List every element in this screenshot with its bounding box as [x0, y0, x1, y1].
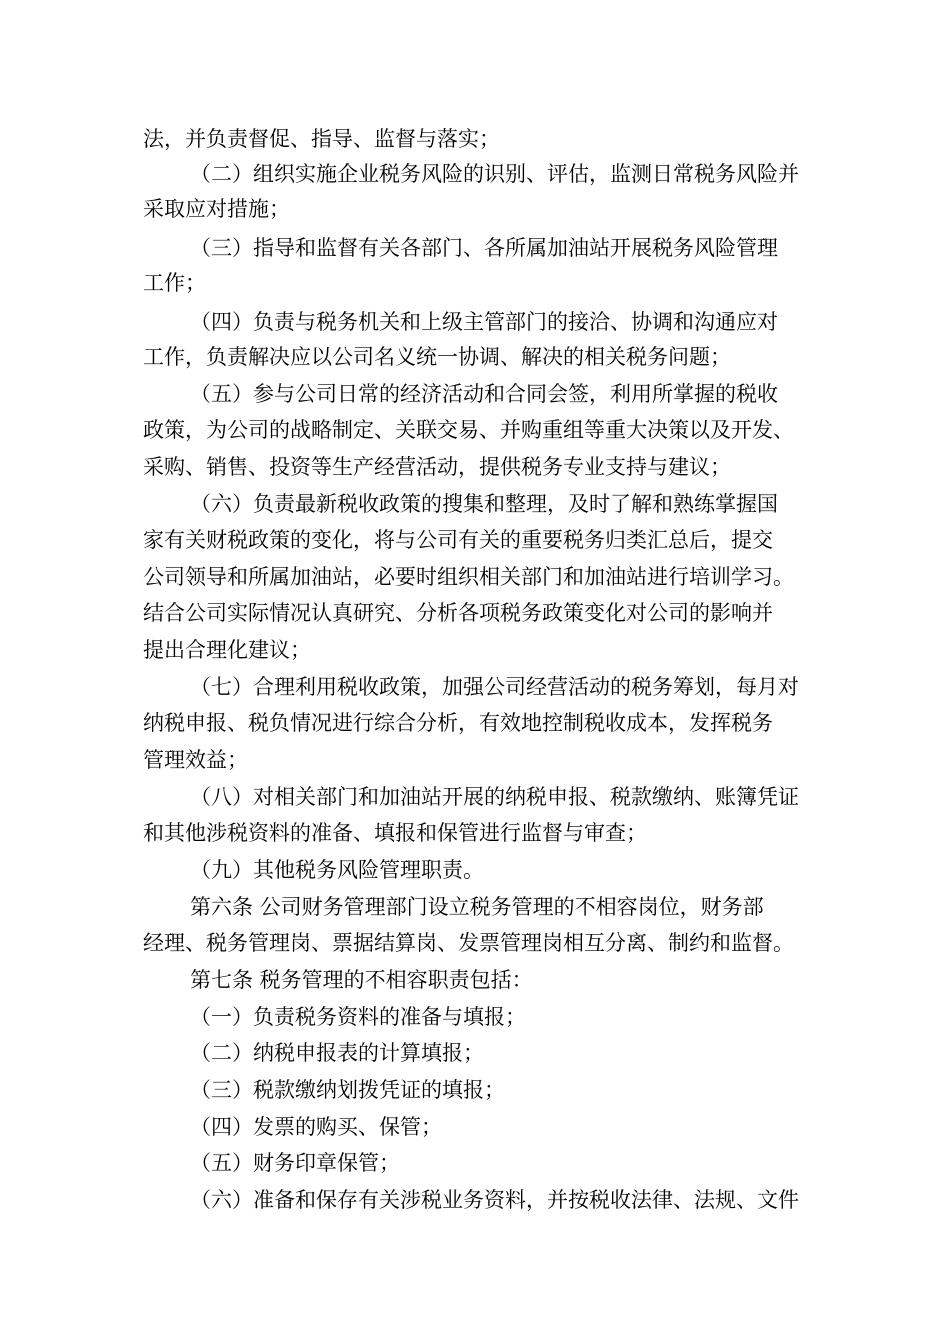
- paragraph-line: （三）指导和监督有关各部门、各所属加油站开展税务风险管理: [190, 236, 778, 260]
- paragraph-line: （六）准备和保存有关涉税业务资料，并按税收法律、法规、文件: [190, 1188, 799, 1212]
- paragraph-line: 工作；: [143, 271, 206, 295]
- paragraph-line: 经理、税务管理岗、票据结算岗、发票管理岗相互分离、制约和监督。: [143, 931, 794, 955]
- paragraph-line: 采购、销售、投资等生产经营活动，提供税务专业支持与建议；: [143, 455, 731, 479]
- paragraph-line: 第七条 税务管理的不相容职责包括：: [190, 968, 533, 992]
- paragraph-line: 公司领导和所属加油站，必要时组织相关部门和加油站进行培训学习。: [143, 565, 794, 589]
- paragraph-line: （七）合理利用税收政策，加强公司经营活动的税务筹划，每月对: [190, 675, 799, 699]
- paragraph-line: （五）参与公司日常的经济活动和合同会签，利用所掌握的税收: [190, 382, 778, 406]
- paragraph-line: （二）组织实施企业税务风险的识别、评估，监测日常税务风险并: [190, 162, 799, 186]
- paragraph-line: （九）其他税务风险管理职责。: [190, 858, 484, 882]
- paragraph-line: 和其他涉税资料的准备、填报和保管进行监督与审查；: [143, 821, 647, 845]
- paragraph-line: （五）财务印章保管；: [190, 1151, 400, 1175]
- paragraph-line: 纳税申报、税负情况进行综合分析，有效地控制税收成本，发挥税务: [143, 711, 773, 735]
- paragraph-line: （八）对相关部门和加油站开展的纳税申报、税款缴纳、账簿凭证: [190, 785, 799, 809]
- paragraph-line: 法，并负责督促、指导、监督与落实；: [143, 127, 500, 151]
- paragraph-line: （四）发票的购买、保管；: [190, 1115, 442, 1139]
- paragraph-line: 政策，为公司的战略制定、关联交易、并购重组等重大决策以及开发、: [143, 418, 794, 442]
- paragraph-line: 结合公司实际情况认真研究、分析各项税务政策变化对公司的影响并: [143, 601, 773, 625]
- paragraph-line: 提出合理化建议；: [143, 638, 311, 662]
- paragraph-line: （四）负责与税务机关和上级主管部门的接洽、协调和沟通应对: [190, 310, 778, 334]
- paragraph-line: 第六条 公司财务管理部门设立税务管理的不相容岗位，财务部: [190, 895, 764, 919]
- paragraph-line: （六）负责最新税收政策的搜集和整理，及时了解和熟练掌握国: [190, 492, 778, 516]
- paragraph-line: 工作，负责解决应以公司名义统一协调、解决的相关税务问题；: [143, 345, 731, 369]
- paragraph-line: 管理效益；: [143, 748, 248, 772]
- paragraph-line: （二）纳税申报表的计算填报；: [190, 1041, 484, 1065]
- paragraph-line: （一）负责税务资料的准备与填报；: [190, 1005, 526, 1029]
- paragraph-line: （三）税款缴纳划拨凭证的填报；: [190, 1078, 505, 1102]
- paragraph-line: 采取应对措施；: [143, 197, 290, 221]
- paragraph-line: 家有关财税政策的变化，将与公司有关的重要税务归类汇总后，提交: [143, 528, 773, 552]
